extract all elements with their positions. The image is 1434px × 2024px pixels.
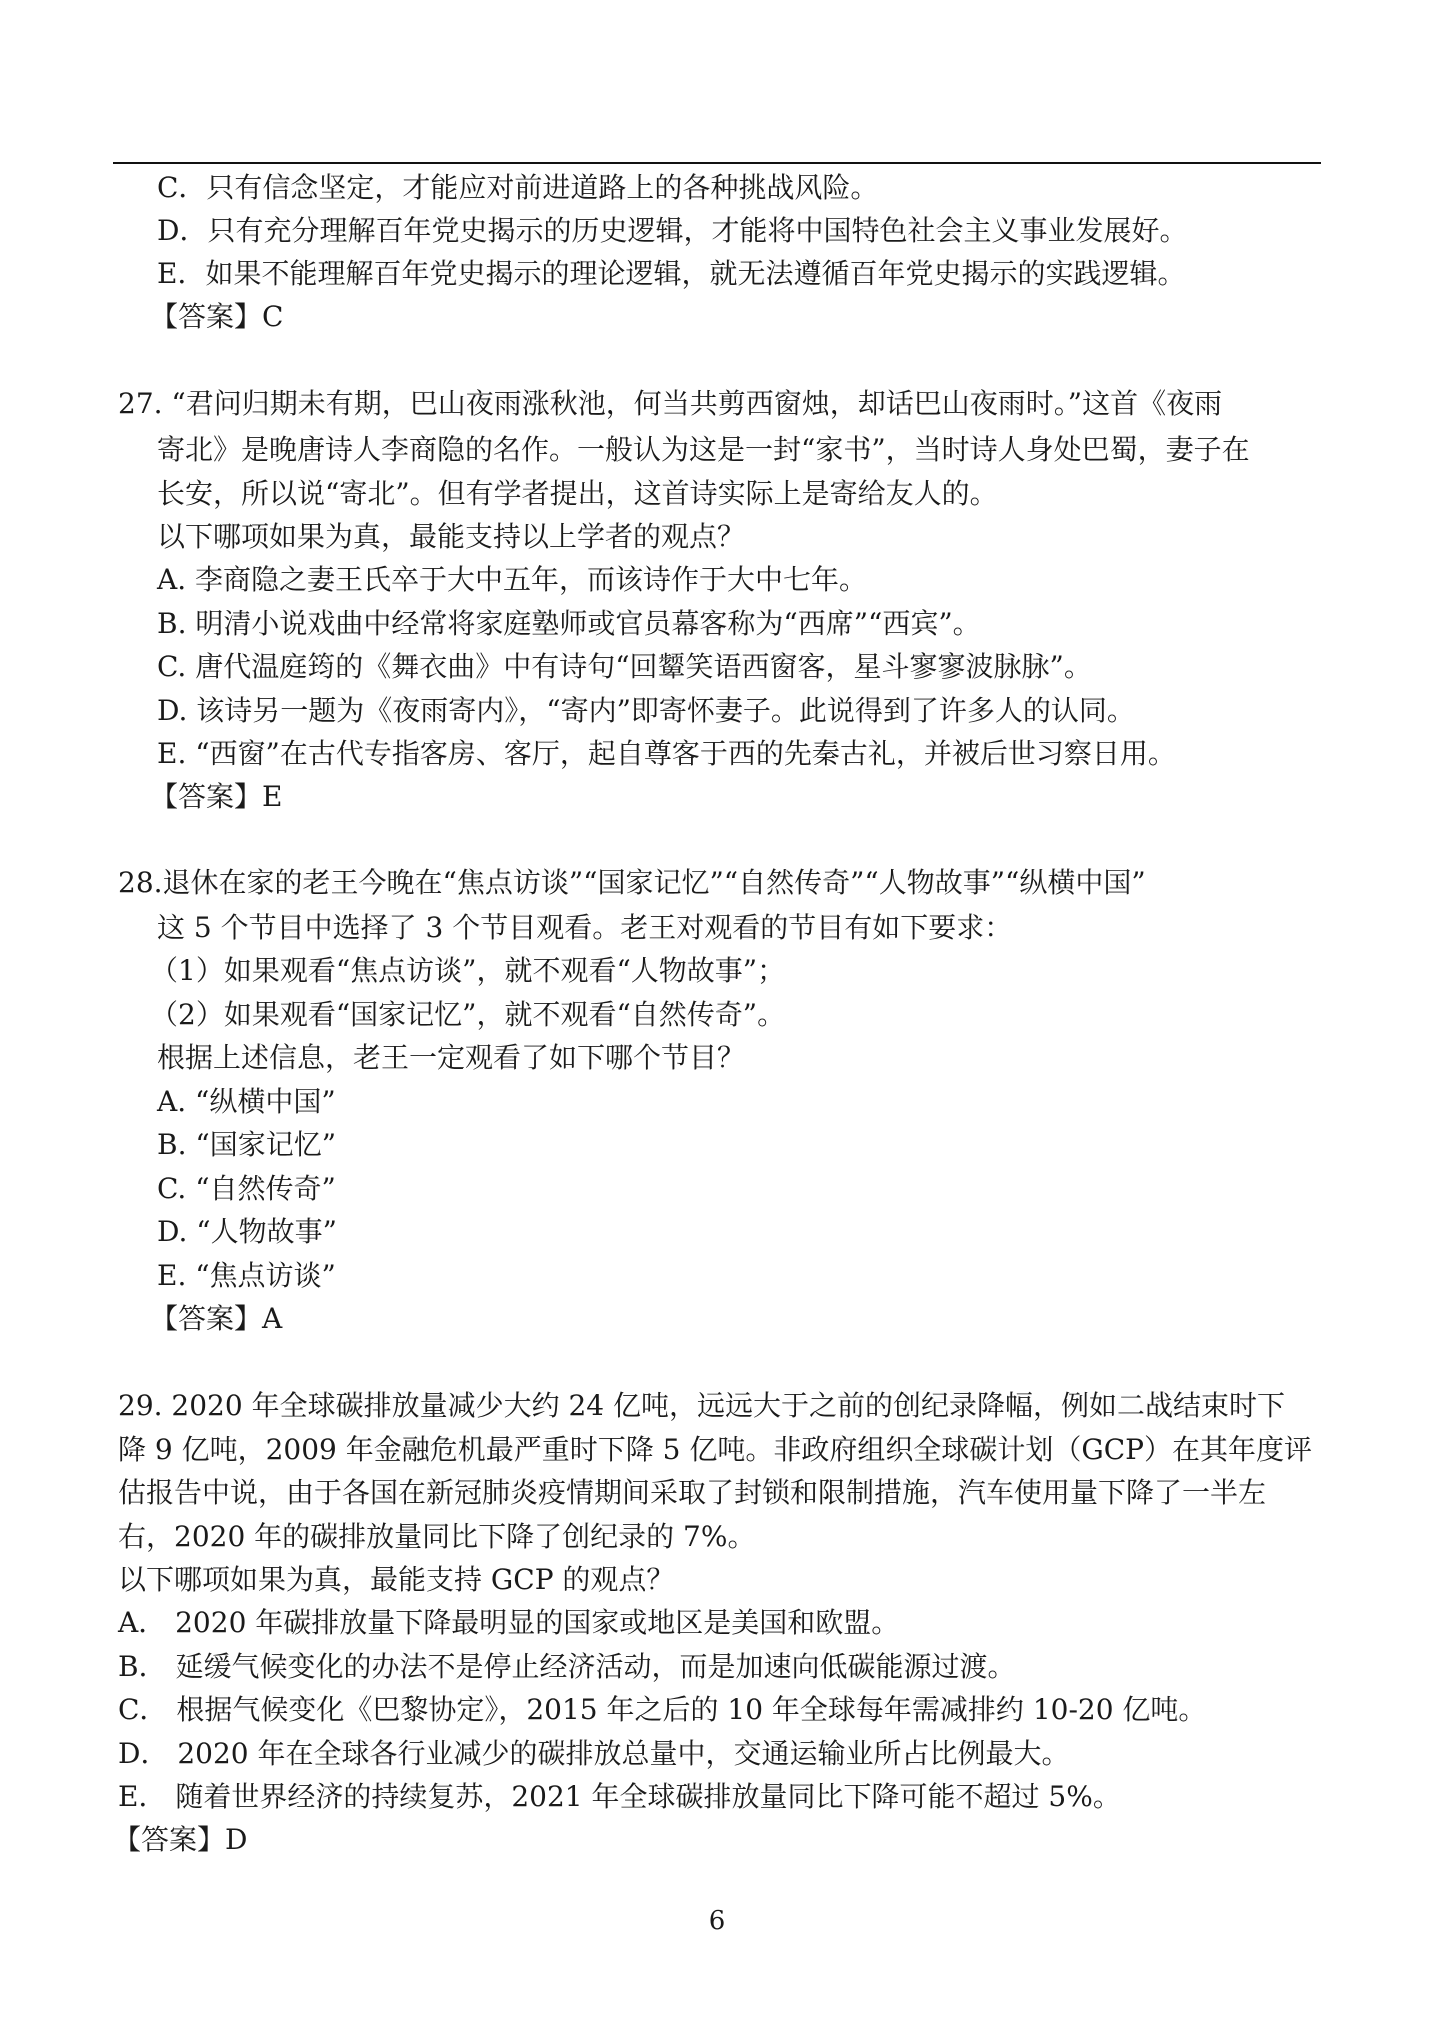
option-d: D．只有充分理解百年党史揭示的历史逻辑，才能将中国特色社会主义事业发展好。	[157, 214, 1188, 247]
stem-line: 28.退休在家的老王今晚在“焦点访谈”“国家记忆”“自然传奇”“人物故事”“纵横中国”	[118, 866, 1146, 899]
stem-line: 估报告中说，由于各国在新冠肺炎疫情期间采取了封锁和限制措施，汽车使用量下降了一半左	[118, 1476, 1267, 1509]
option-d: D. “人物故事”	[157, 1215, 337, 1248]
answer-line: 【答案】E	[150, 780, 283, 813]
page-number: 6	[708, 1906, 726, 1936]
option-e: E. “西窗”在古代专指客房、客厅，起自尊客于西的先秦古礼，并被后世习察日用。	[157, 737, 1176, 770]
answer-line: 【答案】D	[113, 1823, 248, 1856]
condition-1: （1）如果观看“焦点访谈”，就不观看“人物故事”；	[150, 954, 786, 987]
answer-line: 【答案】A	[150, 1302, 283, 1335]
option-c: C． 根据气候变化《巴黎协定》，2015 年之后的 10 年全球每年需减排约 10-20 亿吨。	[118, 1693, 1207, 1726]
option-b: B. 明清小说戏曲中经常将家庭塾师或官员幕客称为“西席”“西宾”。	[157, 607, 981, 640]
stem-line: 寄北》是晚唐诗人李商隐的名作。一般认为这是一封“家书”，当时诗人身处巴蜀，妻子在	[157, 433, 1250, 466]
option-e: E． 随着世界经济的持续复苏，2021 年全球碳排放量同比下降可能不超过 5%。	[118, 1780, 1121, 1813]
option-b: B. “国家记忆”	[157, 1128, 337, 1161]
header-rule	[113, 162, 1321, 164]
option-e: E．如果不能理解百年党史揭示的理论逻辑，就无法遵循百年党史揭示的实践逻辑。	[157, 257, 1186, 290]
option-d: D． 2020 年在全球各行业减少的碳排放总量中，交通运输业所占比例最大。	[118, 1737, 1070, 1770]
answer-line: 【答案】C	[150, 300, 284, 333]
question-prompt: 根据上述信息，老王一定观看了如下哪个节目？	[157, 1041, 746, 1074]
stem-line: 这 5 个节目中选择了 3 个节目观看。老王对观看的节目有如下要求：	[157, 911, 1013, 944]
option-c: C. 唐代温庭筠的《舞衣曲》中有诗句“回颦笑语西窗客，星斗寥寥波脉脉”。	[157, 650, 1092, 683]
question-prompt: 以下哪项如果为真，最能支持 GCP 的观点？	[118, 1563, 675, 1596]
option-c: C. “自然传奇”	[157, 1172, 336, 1205]
option-a: A. 李商隐之妻王氏卒于大中五年，而该诗作于大中七年。	[157, 563, 868, 596]
stem-line: 长安，所以说“寄北”。但有学者提出，这首诗实际上是寄给友人的。	[157, 477, 998, 510]
option-d: D. 该诗另一题为《夜雨寄内》，“寄内”即寄怀妻子。此说得到了许多人的认同。	[157, 694, 1135, 727]
stem-line: 29. 2020 年全球碳排放量减少大约 24 亿吨，远远大于之前的创纪录降幅，例如二战结束时下	[118, 1389, 1286, 1422]
question-prompt: 以下哪项如果为真，最能支持以上学者的观点？	[157, 520, 746, 553]
option-e: E. “焦点访谈”	[157, 1259, 336, 1292]
stem-line: 27. “君问归期未有期，巴山夜雨涨秋池，何当共剪西窗烛，却话巴山夜雨时。”这首《夜雨	[118, 387, 1223, 420]
option-a: A． 2020 年碳排放量下降最明显的国家或地区是美国和欧盟。	[118, 1606, 900, 1639]
option-c: C．只有信念坚定，才能应对前进道路上的各种挑战风险。	[157, 171, 879, 204]
option-a: A. “纵横中国”	[157, 1085, 336, 1118]
stem-line: 右，2020 年的碳排放量同比下降了创纪录的 7%。	[118, 1520, 756, 1553]
condition-2: （2）如果观看“国家记忆”，就不观看“自然传奇”。	[150, 998, 786, 1031]
option-b: B． 延缓气候变化的办法不是停止经济活动，而是加速向低碳能源过渡。	[118, 1650, 1016, 1683]
stem-line: 降 9 亿吨，2009 年金融危机最严重时下降 5 亿吨。非政府组织全球碳计划（GCP）在其年度评	[118, 1433, 1313, 1466]
